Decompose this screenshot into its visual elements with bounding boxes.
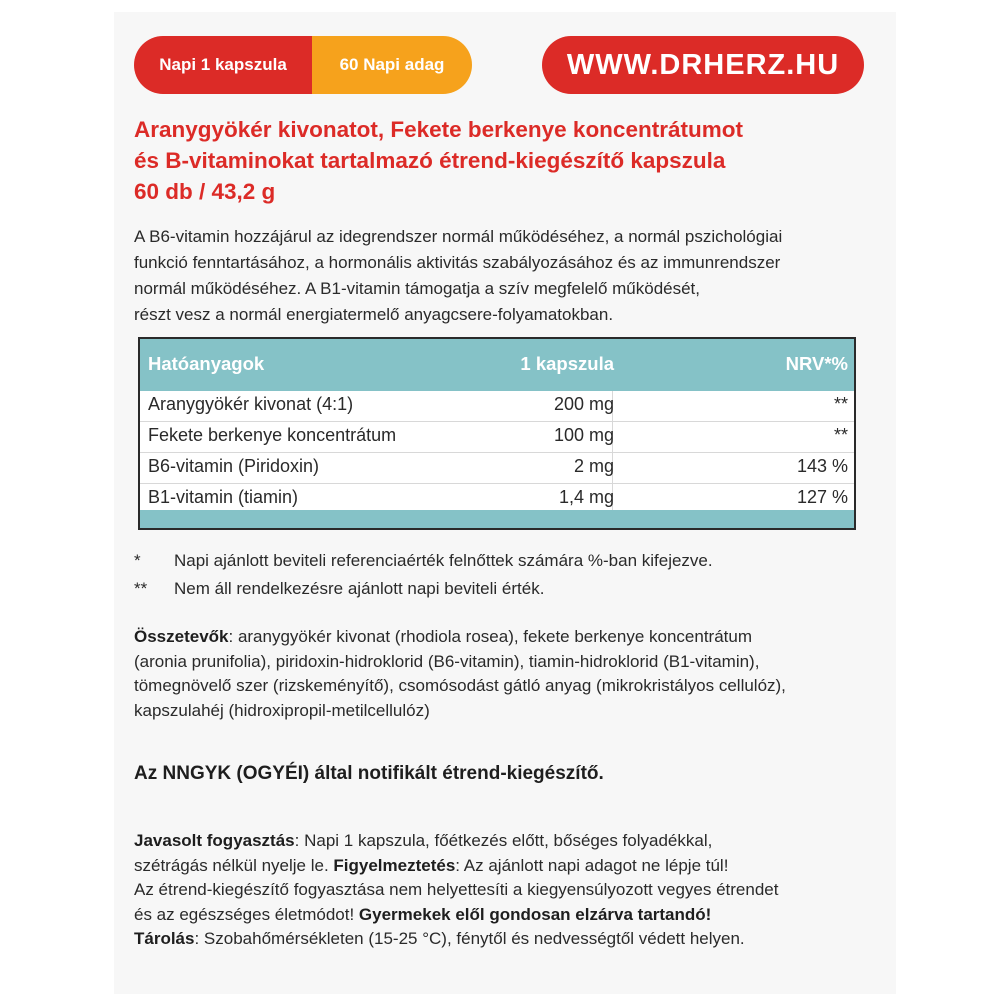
- usage-line: és az egészséges életmódot!: [134, 904, 359, 924]
- footnote-text: Napi ajánlott beviteli referenciaérték felnőttek számára %-ban kifejezve.: [174, 551, 713, 570]
- cell-nrv: 143 %: [796, 456, 848, 476]
- cell-amount: 100 mg: [553, 425, 614, 445]
- intro-line: A B6-vitamin hozzájárul az idegrendszer normál működéséhez, a normál pszichológiai: [134, 227, 783, 246]
- cell-nrv: **: [833, 425, 848, 445]
- header-ingredients: Hatóanyagok: [148, 353, 265, 374]
- cell-nrv: 127 %: [796, 487, 848, 507]
- table-row: [140, 422, 854, 453]
- ingredients-line: : aranygyökér kivonat (rhodiola rosea), fekete berkenye koncentrátum: [228, 627, 752, 646]
- ingredients-line: kapszulahéj (hidroxipropil-metilcellulóz): [134, 700, 430, 720]
- usage-label: Javasolt fogyasztás: [134, 831, 295, 850]
- storage-line: : Szobahőmérsékleten (15-25 °C), fénytől és nedvességtől védett helyen.: [194, 929, 745, 948]
- cell-name: B1-vitamin (tiamin): [148, 487, 299, 507]
- website-badge: WWW.DRHERZ.HU: [542, 36, 864, 94]
- usage-line: : Napi 1 kapszula, főétkezés előtt, bőséges folyadékkal,: [294, 831, 713, 850]
- usage-line: : Az ajánlott napi adagot ne lépje túl!: [455, 855, 729, 875]
- footnote-not-available: [134, 579, 544, 599]
- footnote-text: Nem áll rendelkezésre ajánlott napi beviteli érték.: [174, 579, 545, 598]
- usage-section: [134, 829, 778, 952]
- footnote-mark: *: [134, 551, 141, 570]
- footnote-nrv: [134, 551, 713, 571]
- intro-line: normál működéséhez. A B1-vitamin támogatja a szív megfelelő működését,: [134, 279, 701, 298]
- cell-amount: 2 mg: [573, 456, 614, 476]
- usage-line: szétrágás nélkül nyelje le.: [134, 855, 334, 875]
- table-footer-bar: [140, 510, 854, 528]
- header-per-capsule: 1 kapszula: [520, 353, 614, 374]
- title-line: Aranygyökér kivonatot, Fekete berkenye koncentrátumot: [134, 117, 743, 142]
- cell-nrv: **: [833, 394, 848, 414]
- children-warning: Gyermekek elől gondosan elzárva tartandó!: [358, 904, 712, 924]
- table-row: [140, 391, 854, 422]
- ingredients-line: tömegnövelő szer (rizskeményítő), csomósodást gátló anyag (mikrokristályos cellulóz),: [134, 676, 786, 695]
- storage-label: Tárolás: [134, 929, 195, 948]
- title-quantity: 60 db / 43,2 g: [134, 179, 276, 204]
- nutrition-table: [138, 337, 856, 530]
- footnote-mark: **: [134, 579, 148, 598]
- servings-badge: 60 Napi adag: [312, 36, 472, 94]
- cell-name: Aranygyökér kivonat (4:1): [148, 394, 354, 414]
- notification-text: Az NNGYK (OGYÉI) által notifikált étrend-kiegészítő.: [134, 763, 604, 784]
- ingredients-section: [134, 625, 786, 723]
- intro-line: részt vesz a normál energiatermelő anyagcsere-folyamatokban.: [134, 305, 614, 324]
- usage-line: Az étrend-kiegészítő fogyasztása nem helyettesíti a kiegyensúlyozott vegyes étrendet: [134, 880, 779, 899]
- dosage-badge: [134, 36, 472, 94]
- table-body: [140, 391, 854, 515]
- warning-label: Figyelmeztetés: [333, 855, 456, 875]
- ingredients-line: (aronia prunifolia), piridoxin-hidroklorid (B6-vitamin), tiamin-hidroklorid (B1-vitamin),: [134, 651, 760, 671]
- table-header: [140, 339, 854, 391]
- cell-name: Fekete berkenye koncentrátum: [148, 425, 397, 445]
- product-title: [134, 114, 743, 207]
- table-row: [140, 453, 854, 484]
- daily-dose-badge: Napi 1 kapszula: [134, 36, 312, 94]
- intro-text: [134, 224, 782, 328]
- ingredients-label: Összetevők: [134, 627, 229, 646]
- header-nrv: NRV*%: [785, 353, 848, 374]
- cell-name: B6-vitamin (Piridoxin): [148, 456, 320, 476]
- title-line: és B-vitaminokat tartalmazó étrend-kiegészítő kapszula: [134, 148, 726, 173]
- cell-amount: 1,4 mg: [558, 487, 614, 507]
- cell-amount: 200 mg: [553, 394, 614, 414]
- intro-line: funkció fenntartásához, a hormonális aktivitás szabályozásához és az immunrendszer: [134, 253, 781, 272]
